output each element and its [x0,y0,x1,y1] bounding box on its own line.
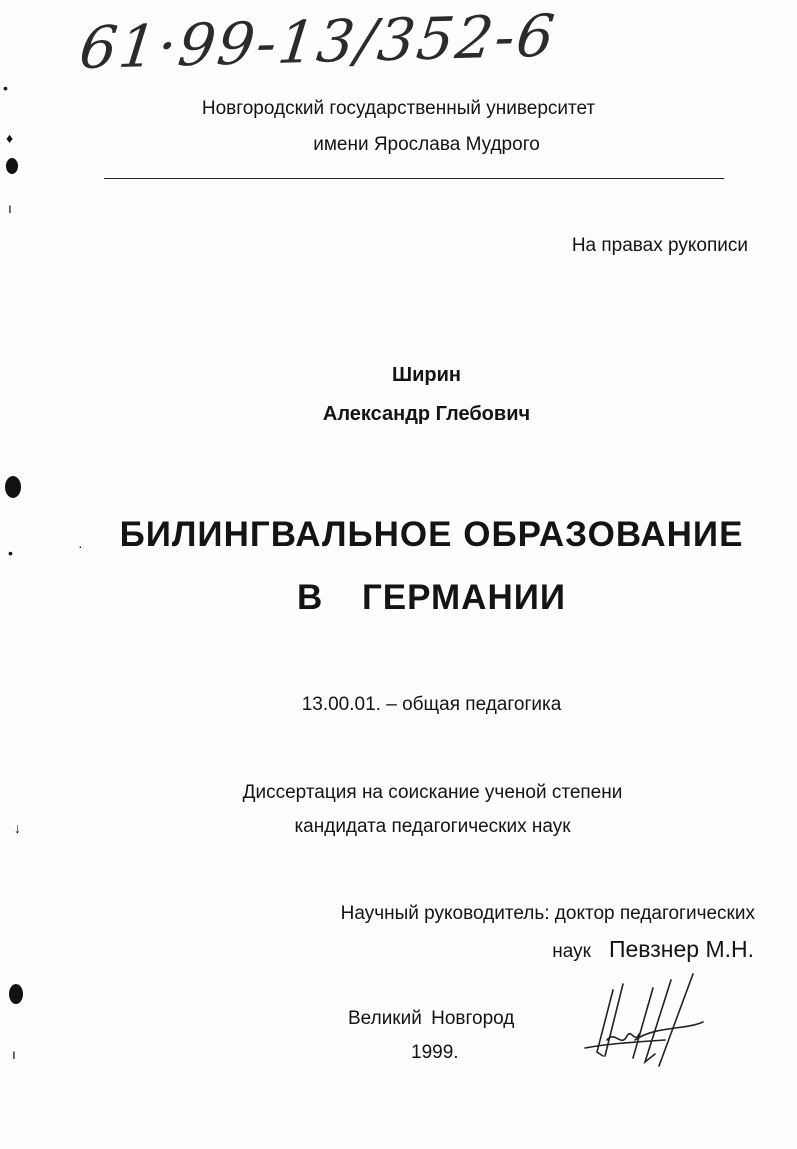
margin-blot [5,476,21,498]
degree-statement-line2: кандидата педагогических наук [294,816,571,837]
specialty-code: 13.00.01. – общая педагогика [301,694,562,715]
margin-mark: ı [8,200,12,216]
handwritten-registry-number: 61·99-13/352-6 [76,1,560,82]
year: 1999. [411,1042,459,1063]
margin-mark: · [78,538,83,554]
margin-mark: ↓ [14,820,21,836]
dissertation-title-line2: В ГЕРМАНИИ [296,578,567,617]
author-surname: Ширин [392,364,461,386]
manuscript-rights-note: На правах рукописи [571,235,748,256]
author-given-names: Александр Глебович [322,403,531,425]
margin-blot [6,158,18,174]
handwritten-signature [575,970,725,1080]
city: Великий Новгород [348,1008,515,1029]
advisor-degree-suffix: наук [552,941,591,962]
margin-mark: ♦ [6,130,14,146]
header-divider [104,178,724,179]
university-name-continued: имени Ярослава Мудрого [313,134,540,155]
advisor-name: Певзнер М.Н. [608,936,754,962]
margin-mark: ı [12,1046,16,1062]
margin-blot [9,984,23,1004]
advisor-line2 [552,936,754,963]
dissertation-title-line1: БИЛИНГВАЛЬНОЕ ОБРАЗОВАНИЕ [119,515,744,554]
degree-statement-line1: Диссертация на соискание ученой степени [242,782,623,803]
university-name: Новгородский государственный университет [201,98,596,119]
margin-mark: • [3,80,8,96]
margin-mark: • [8,545,13,561]
advisor-line1: Научный руководитель: доктор педагогических [340,903,755,924]
